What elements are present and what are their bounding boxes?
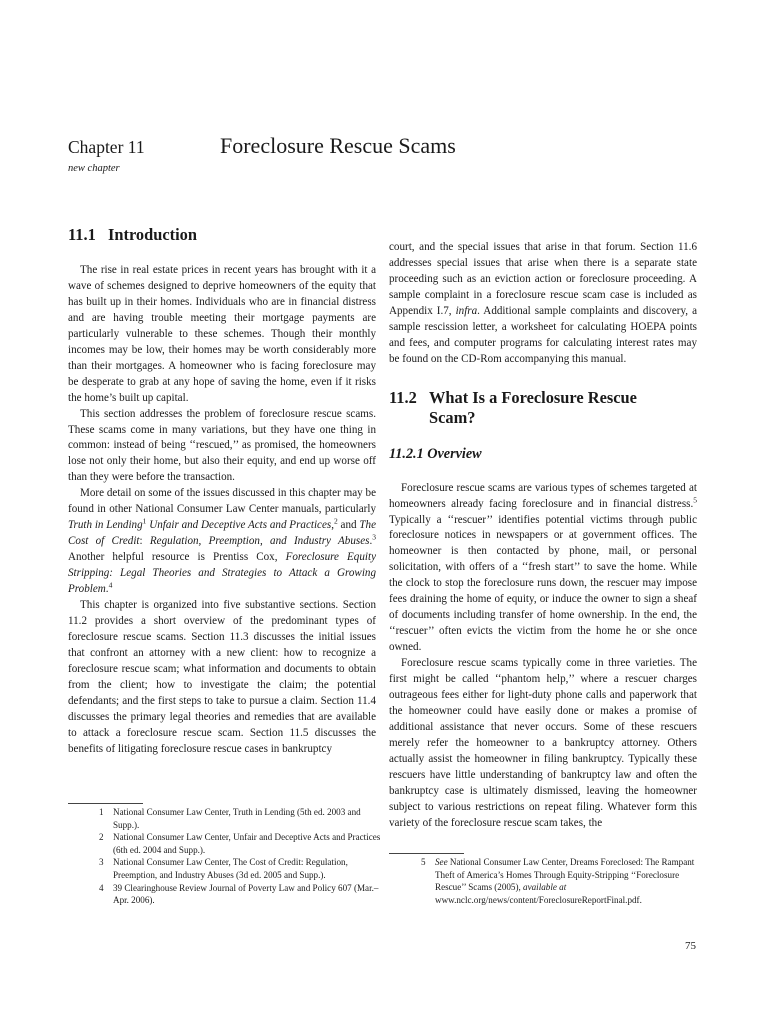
chapter-label: Chapter 11 xyxy=(68,137,145,157)
paragraph: Foreclosure rescue scams typically come in three varieties. The first might be called ‘‘phantom help,’’ where a rescuer charges outrageous fees either for light-duty phone calls and paperwork that the homeowner could have easily done or makes a promise of additional assistance that never occurs. Some of these rescuers merely refer the homeowner to a bankruptcy attorney. Others actually assist the homeowner in filing bankruptcy. Typically these rescuers have little understanding of bankruptcy law and often the bankruptcy case is ultimately dismissed, leaving the homeowner subject to various restrictions on repeat filing. Whatever form this variety of the foreclosure rescue scam takes, the xyxy=(389,657,697,829)
footnote: 4 39 Clearinghouse Review Journal of Poverty Law and Policy 607 (Mar.–Apr. 2006). xyxy=(99,882,379,906)
footnote-ref[interactable]: 2 xyxy=(333,516,338,526)
chapter-note: new chapter xyxy=(68,163,120,174)
subsection-heading-11-2-1 xyxy=(389,445,697,463)
paragraph: More detail on some of the issues discussed in this chapter may be found in other National Consumer Law Center manuals, particularly Truth in Lending$^1$ Unfair and Deceptive Acts and Practices,$^2$ and The Cost of Credit: Regulation, Preemption, and Industry Abuses.$^3$ Another helpful resource is Prentiss Cox, Foreclosure Equity Stripping: Legal Theories and Strategies to Attack a Growing Problem.$^4$ xyxy=(68,487,376,596)
paragraph: This chapter is organized into five substantive sections. Section 11.2 provides a short overview of the predominant types of foreclosure rescue scams. Section 11.3 discusses the initial issues that confront an attorney with a new client: how to recognize a foreclosure rescue scam; what information and documents to obtain from the client; how to investigate the claim; the potential defendants; and the first steps to take to pursue a claim. Section 11.4 discusses the primary legal theories and remedies that are available to attack a foreclosure rescue scam. Section 11.5 discusses the benefits of litigating foreclosure rescue cases in bankruptcy xyxy=(68,599,376,755)
section-title-cont: Scam? xyxy=(429,407,476,427)
footnote-ref[interactable]: 5 xyxy=(693,494,697,504)
footnote-ref[interactable]: 3 xyxy=(372,532,376,542)
paragraph: Foreclosure rescue scams are various types of schemes targeted at homeowners already facing foreclosure and in financial distress.$^5$ Typically a ‘‘rescuer’’ identifies potential victims through public foreclosure notices in newspapers or at government offices. The homeowner is then contacted by phone, mail, or personal solicitation, with offers of a ‘‘fresh start’’ to save the home. While the clock to stop the foreclosure runs down, the rescuer may impose fees draining the home of equity, or induce the owner to sign a sheaf of documents including transfer of home ownership. In the end, the ‘‘rescuer’’ often evicts the victim from the home he or she once owned. xyxy=(389,481,697,654)
paragraph: The rise in real estate prices in recent years has brought with it a wave of schemes designed to deprive homeowners of the equity that has built up in their homes. Individuals who are in financial distress and are having trouble meeting their mortgage payments are particularly vulnerable to these schemes. Though their monthly incomes may be low, their homes may be worth considerably more than their mortgages. A homeowner who is facing foreclosure may be desperate to grab at any hope of saving the home, even if it risks the home’s built up capital. xyxy=(68,264,376,404)
subsection-title: Overview xyxy=(427,445,482,462)
paragraph: court, and the special issues that arise in that forum. Section 11.6 addresses special issues that arise when there is a separate state proceeding such as an eviction action or foreclosure proceeding. A sample complaint in a foreclosure rescue scam case is included as Appendix I.7, infra. Additional sample complaints and discovery, a sample rescission letter, a worksheet for calculating HOEPA points and fees, and computer programs for calculating interest rates may be found on the CD-Rom accompanying this manual. xyxy=(389,241,698,365)
section-number: 11.1 xyxy=(68,225,96,244)
footnote-ref[interactable]: 1 xyxy=(142,516,147,526)
page-number: 75 xyxy=(685,940,696,952)
footnote-rule xyxy=(68,803,143,804)
section-title: What Is a Foreclosure Rescue xyxy=(429,387,637,407)
footnote: 2 National Consumer Law Center, Unfair and Deceptive Acts and Practices (6th ed. 2004 and Supp.). xyxy=(99,832,381,855)
right-column xyxy=(389,240,697,832)
subsection-number: 11.2.1 xyxy=(389,445,424,462)
chapter-title: Foreclosure Rescue Scams xyxy=(220,133,456,158)
section-heading-11-1 xyxy=(68,225,376,245)
left-column xyxy=(68,225,376,758)
footnote: 3 National Consumer Law Center, The Cost of Credit: Regulation, Preemption, and Industry Abuses (3d ed. 2005 and Supp.). xyxy=(99,857,348,880)
footnotes-right xyxy=(421,856,696,906)
section-title: Introduction xyxy=(108,225,197,244)
footnote: 1 National Consumer Law Center, Truth in Lending (5th ed. 2003 and Supp.). xyxy=(99,807,361,830)
footnote: 5 See National Consumer Law Center, Dreams Foreclosed: The Rampant Theft of America’s Homes Through Equity-Stripping ‘‘Foreclosure Rescue’’ Scams (2005), available at www.nclc.org/news/content/ForeclosureReportFinal.pdf. xyxy=(421,857,695,905)
footnote-ref[interactable]: 4 xyxy=(108,580,113,590)
paragraph: This section addresses the problem of foreclosure rescue scams. These scams come in many variations, but they have one thing in common: instead of being ‘‘rescued,’’ as promised, the homeowners lose not only their home, but also their equity, and end up worse off than they were before the transaction. xyxy=(68,407,376,484)
section-number: 11.2 xyxy=(389,387,417,407)
footnote-rule xyxy=(389,853,464,854)
section-heading-11-2 xyxy=(389,388,697,428)
footnotes-left xyxy=(99,806,381,907)
